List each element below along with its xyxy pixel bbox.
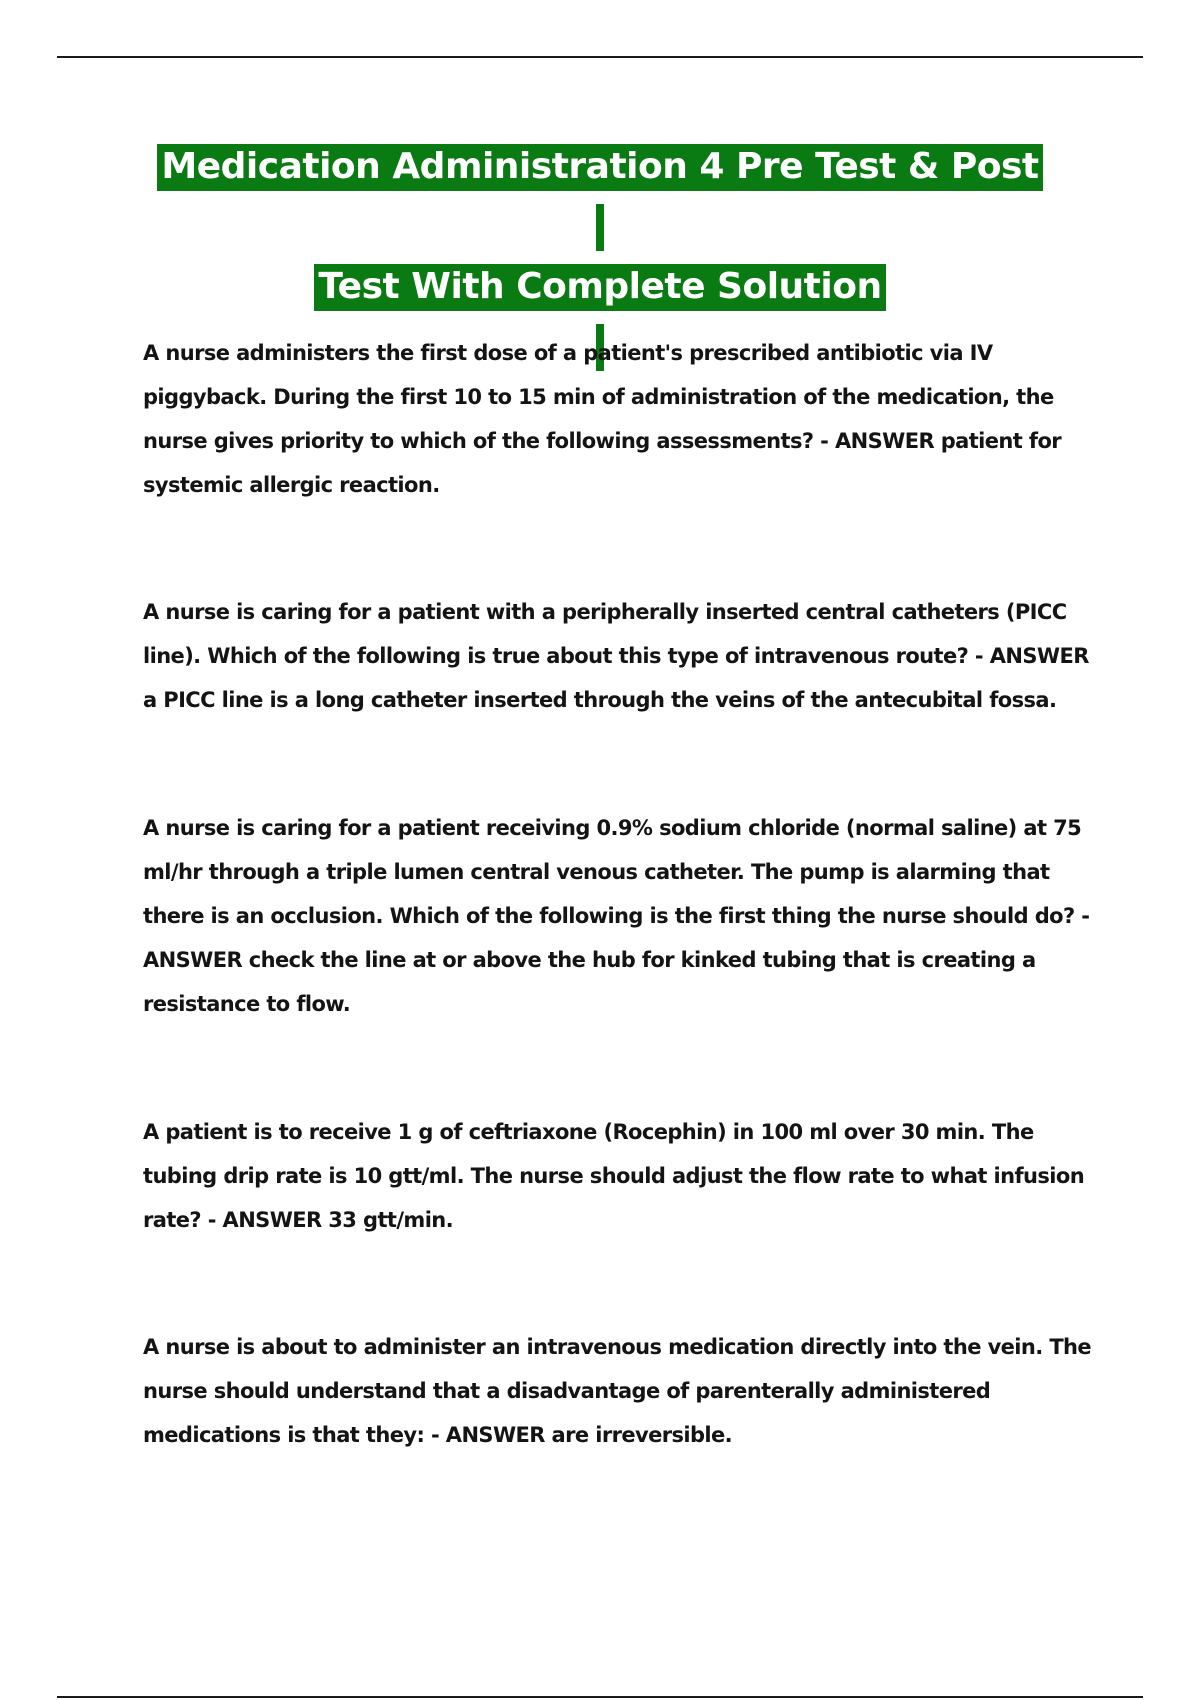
question-text: A nurse is caring for a patient with a peripherally inserted central catheters (PICC line). Which of the following is true about this type of intravenous route?	[143, 600, 1067, 668]
answer-label: - ANSWER	[143, 904, 1090, 972]
title-line-1: Medication Administration 4 Pre Test & Post	[157, 144, 1042, 251]
question-text: A nurse is about to administer an intravenous medication directly into the vein. The nurse should understand that a disadvantage of parenterally administered medications is that they:	[143, 1335, 1092, 1447]
title-line-2: Test With Complete Solution	[314, 264, 885, 371]
question-text: A nurse administers the first dose of a patient's prescribed antibiotic via IV piggyback. During the first 10 to 15 min of administration of the medication, the nurse gives priority to which of the following assessments?	[143, 341, 1054, 453]
qa-item-4	[143, 1110, 1093, 1242]
answer-text: check the line at or above the hub for kinked tubing that is creating a resistance to flow.	[143, 948, 1036, 1016]
qa-item-5	[143, 1325, 1093, 1457]
answer-label: - ANSWER	[207, 1208, 322, 1232]
question-text: A patient is to receive 1 g of ceftriaxone (Rocephin) in 100 ml over 30 min. The tubing drip rate is 10 gtt/ml. The nurse should adjust the flow rate to what infusion rate?	[143, 1120, 1085, 1232]
answer-label: - ANSWER	[820, 429, 935, 453]
qa-item-2	[143, 590, 1093, 722]
answer-label: - ANSWER	[430, 1423, 545, 1447]
qa-item-3	[143, 806, 1093, 1026]
answer-text: a PICC line is a long catheter inserted through the veins of the antecubital fossa.	[143, 688, 1057, 712]
bottom-rule	[57, 1696, 1143, 1698]
question-text: A nurse is caring for a patient receiving 0.9% sodium chloride (normal saline) at 75 ml/hr through a triple lumen central venous catheter. The pump is alarming that there is an occlusion. Which of the following is the first thing the nurse should do?	[143, 816, 1082, 928]
answer-label: - ANSWER	[974, 644, 1089, 668]
answer-text: 33 gtt/min.	[328, 1208, 454, 1232]
answer-text: patient for systemic allergic reaction.	[143, 429, 1062, 497]
top-rule	[57, 56, 1143, 58]
qa-item-1	[143, 331, 1093, 507]
answer-text: are irreversible.	[551, 1423, 733, 1447]
